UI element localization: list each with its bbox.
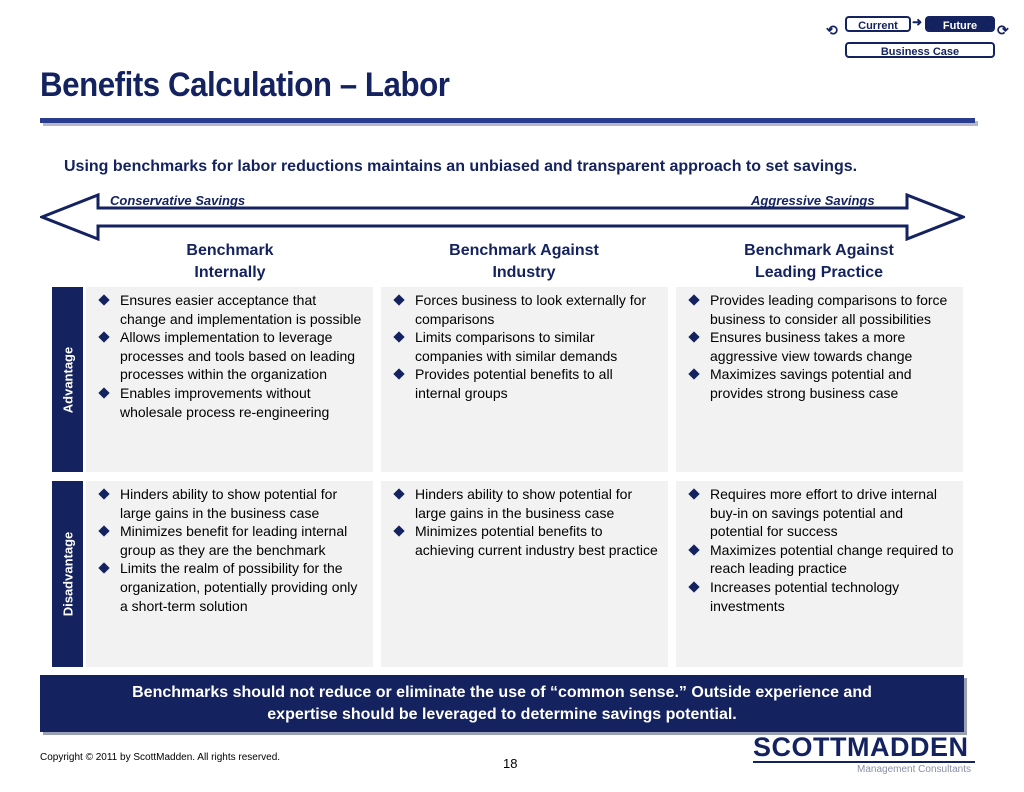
list-item <box>682 578 955 615</box>
column-header-leading-practice-line2: Leading Practice <box>754 264 884 281</box>
page-title: Benefits Calculation – Labor <box>40 66 450 104</box>
diamond-bullet-icon <box>688 369 699 380</box>
aggressive-savings-label: Aggressive Savings <box>751 193 875 208</box>
diamond-bullet-icon <box>393 488 404 499</box>
list-item <box>682 328 955 365</box>
list-item-text: Ensures business takes a more aggressive view towards change <box>710 329 913 364</box>
column-header-internal <box>110 240 350 284</box>
list-item-text: Provides potential benefits to all internal groups <box>415 366 613 401</box>
list-item <box>682 541 955 578</box>
list-item-text: Allows implementation to leverage processes and tools based on leading processes within the organization <box>120 329 356 383</box>
list-item <box>387 522 660 559</box>
list-item-text: Hinders ability to show potential for large gains in the business case <box>415 486 633 521</box>
list-item-text: Forces business to look externally for comparisons <box>415 292 647 327</box>
disadvantage-cell-internal <box>86 481 373 667</box>
copyright-notice: Copyright © 2011 by ScottMadden. All rights reserved. <box>40 752 281 763</box>
advantage-row-label <box>52 287 83 472</box>
banner-line-2: expertise should be leveraged to determine savings potential. <box>267 706 737 723</box>
column-header-industry-line1: Benchmark Against <box>449 242 599 259</box>
advantage-cell-leading-practice <box>676 287 963 472</box>
page-subtitle: Using benchmarks for labor reductions maintains an unbiased and transparent approach to set savings. <box>64 158 858 175</box>
list-item <box>387 291 660 328</box>
diamond-bullet-icon <box>393 526 404 537</box>
diamond-bullet-icon <box>98 563 109 574</box>
diamond-bullet-icon <box>688 294 699 305</box>
list-item-text: Limits the realm of possibility for the organization, potentially providing only a short-term solution <box>120 560 358 614</box>
conservative-savings-label: Conservative Savings <box>110 193 246 208</box>
diamond-bullet-icon <box>688 544 699 555</box>
title-divider <box>40 118 975 123</box>
list-item <box>92 559 365 615</box>
column-header-internal-line1: Benchmark <box>186 242 274 259</box>
diamond-bullet-icon <box>393 294 404 305</box>
list-item <box>387 485 660 522</box>
diamond-bullet-icon <box>98 387 109 398</box>
diamond-bullet-icon <box>393 332 404 343</box>
list-item <box>92 291 365 328</box>
list-item-text: Provides leading comparisons to force business to consider all possibilities <box>710 292 948 327</box>
diamond-bullet-icon <box>688 488 699 499</box>
list-item-text: Enables improvements without wholesale process re-engineering <box>120 384 330 420</box>
diamond-bullet-icon <box>393 369 404 380</box>
list-item-text: Hinders ability to show potential for large gains in the business case <box>120 486 338 521</box>
list-item-text: Minimizes benefit for leading internal group as they are the benchmark <box>120 523 348 558</box>
diamond-bullet-icon <box>98 488 109 499</box>
nav-current-button[interactable]: Current <box>845 16 911 32</box>
disadvantage-cell-leading-practice <box>676 481 963 667</box>
column-header-leading-practice-line1: Benchmark Against <box>744 242 894 259</box>
list-item-text: Ensures easier acceptance that change and implementation is possible <box>120 292 362 327</box>
banner-line-1: Benchmarks should not reduce or eliminate the use of “common sense.” Outside experience and <box>132 684 872 701</box>
diamond-bullet-icon <box>98 526 109 537</box>
key-message-banner <box>40 675 964 732</box>
diamond-bullet-icon <box>688 581 699 592</box>
nav-cycle-right-icon: ⟳ <box>997 22 1009 38</box>
logo-tagline: Management Consultants <box>857 764 971 775</box>
disadvantage-row-label-text: Disadvantage <box>60 531 75 617</box>
advantage-row-label-text: Advantage <box>60 346 75 413</box>
list-item <box>92 384 365 421</box>
column-header-leading-practice <box>695 240 943 284</box>
disadvantage-cell-industry <box>381 481 668 667</box>
list-item <box>387 365 660 402</box>
diamond-bullet-icon <box>98 294 109 305</box>
company-logo <box>753 733 975 775</box>
column-header-industry <box>400 240 648 284</box>
column-header-internal-line2: Internally <box>194 264 266 281</box>
list-item-text: Maximizes potential change required to reach leading practice <box>710 541 954 577</box>
nav-future-button[interactable]: Future <box>925 16 995 32</box>
list-item <box>92 328 365 384</box>
nav-cycle-left-icon: ⟲ <box>826 22 838 38</box>
diamond-bullet-icon <box>98 332 109 343</box>
list-item <box>387 328 660 365</box>
logo-name: SCOTTMADDEN <box>753 733 975 763</box>
advantage-cell-internal <box>86 287 373 472</box>
nav-forward-arrow-icon: ➜ <box>912 15 923 29</box>
diamond-bullet-icon <box>688 332 699 343</box>
list-item <box>92 485 365 522</box>
list-item <box>682 365 955 402</box>
list-item-text: Limits comparisons to similar companies with similar demands <box>415 329 618 364</box>
nav-business-case-button[interactable]: Business Case <box>845 42 995 58</box>
list-item-text: Minimizes potential benefits to achieving current industry best practice <box>415 523 658 558</box>
column-header-industry-line2: Industry <box>492 264 556 281</box>
list-item <box>92 522 365 559</box>
page-number: 18 <box>503 756 518 771</box>
list-item-text: Maximizes savings potential and provides strong business case <box>710 366 912 401</box>
list-item <box>682 485 955 541</box>
list-item-text: Requires more effort to drive internal buy-in on savings potential and potential for success <box>710 486 937 540</box>
list-item <box>682 291 955 328</box>
advantage-cell-industry <box>381 287 668 472</box>
disadvantage-row-label <box>52 481 83 667</box>
list-item-text: Increases potential technology investments <box>710 578 900 614</box>
